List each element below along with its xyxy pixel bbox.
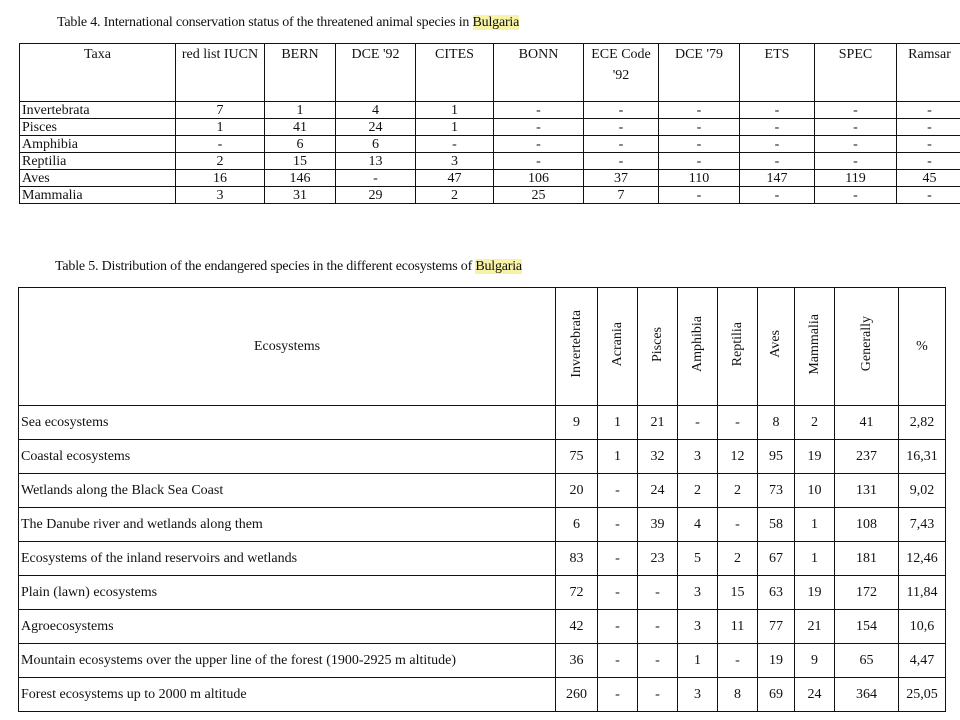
value-cell: 1 [795,542,835,576]
table5-header-cell: % [899,288,946,406]
ecosystem-cell: Wetlands along the Black Sea Coast [19,474,556,508]
value-cell: 77 [758,610,795,644]
value-cell: 9 [556,406,598,440]
value-cell: 13 [336,153,416,170]
value-cell: 12,46 [899,542,946,576]
table-row [20,170,960,187]
value-cell: 6 [336,136,416,153]
value-cell: - [659,102,740,119]
table-row [19,610,946,644]
table5-header-label: Mammalia [806,313,822,375]
table-row [20,102,960,119]
value-cell: 73 [758,474,795,508]
value-cell: 25 [494,187,584,204]
value-cell: - [638,576,678,610]
table5-header-label: Acrania [609,321,625,367]
value-cell: 45 [897,170,960,187]
value-cell: 12 [718,440,758,474]
value-cell: 6 [556,508,598,542]
value-cell: 11,84 [899,576,946,610]
value-cell: - [659,187,740,204]
value-cell: 24 [638,474,678,508]
value-cell: 58 [758,508,795,542]
table4-header-cell: ECE Code '92 [584,44,659,102]
value-cell: - [740,136,815,153]
value-cell: - [638,678,678,712]
table5-header-label: Aves [768,330,783,358]
table5 [18,287,946,712]
table5-header-cell [795,288,835,406]
value-cell: - [584,136,659,153]
value-cell: - [659,153,740,170]
table5-header-cell [835,288,899,406]
value-cell: - [598,610,638,644]
value-cell: - [598,678,638,712]
value-cell: - [815,119,897,136]
value-cell: 41 [265,119,336,136]
value-cell: - [336,170,416,187]
value-cell: 7 [176,102,265,119]
value-cell: 6 [265,136,336,153]
value-cell: - [897,187,960,204]
value-cell: 21 [795,610,835,644]
table5-caption [55,259,522,275]
value-cell: 15 [265,153,336,170]
value-cell: 8 [718,678,758,712]
value-cell: 32 [638,440,678,474]
table-row [19,576,946,610]
value-cell: - [740,187,815,204]
value-cell: 4 [678,508,718,542]
value-cell: 119 [815,170,897,187]
value-cell: 10,6 [899,610,946,644]
value-cell: 3 [678,576,718,610]
value-cell: 7,43 [899,508,946,542]
table5-header-cell [678,288,718,406]
table5-header-cell [718,288,758,406]
table4-caption [57,15,519,31]
value-cell: - [740,153,815,170]
table-row [19,542,946,576]
value-cell: 3 [678,678,718,712]
value-cell: - [638,644,678,678]
value-cell: - [638,610,678,644]
taxon-cell: Pisces [20,119,176,136]
table-row [20,119,960,136]
value-cell: - [815,102,897,119]
value-cell: - [494,102,584,119]
table-row [19,678,946,712]
value-cell: - [718,508,758,542]
value-cell: 21 [638,406,678,440]
value-cell: - [897,153,960,170]
table4-header-cell: SPEC [815,44,897,102]
table4-header-cell: Ramsar [897,44,960,102]
value-cell: 42 [556,610,598,644]
table4 [19,43,960,204]
table-row [19,474,946,508]
value-cell: 2 [176,153,265,170]
table5-header-label: Amphibia [689,316,705,372]
value-cell: 8 [758,406,795,440]
value-cell: - [176,136,265,153]
value-cell: 69 [758,678,795,712]
ecosystem-cell: Plain (lawn) ecosystems [19,576,556,610]
value-cell: 131 [835,474,899,508]
value-cell: 364 [835,678,899,712]
ecosystem-cell: Sea ecosystems [19,406,556,440]
value-cell: - [598,474,638,508]
value-cell: 23 [638,542,678,576]
table5-header-label: Invertebrata [568,310,584,378]
table-row [20,187,960,204]
value-cell: 3 [416,153,494,170]
value-cell: 47 [416,170,494,187]
value-cell: 83 [556,542,598,576]
value-cell: 15 [718,576,758,610]
table-row [19,406,946,440]
value-cell: 2 [718,542,758,576]
value-cell: - [584,119,659,136]
ecosystem-cell: Ecosystems of the inland reservoirs and wetlands [19,542,556,576]
table-row [19,644,946,678]
table4-header-row [20,44,960,102]
value-cell: 172 [835,576,899,610]
value-cell: 3 [678,610,718,644]
ecosystem-cell: Forest ecosystems up to 2000 m altitude [19,678,556,712]
ecosystem-cell: Mountain ecosystems over the upper line of the forest (1900-2925 m altitude) [19,644,556,678]
value-cell: - [598,644,638,678]
table4-header-cell: red list IUCN [176,44,265,102]
value-cell: - [815,153,897,170]
value-cell: - [598,508,638,542]
value-cell: - [494,136,584,153]
value-cell: 20 [556,474,598,508]
value-cell: - [815,187,897,204]
value-cell: - [718,644,758,678]
value-cell: - [584,102,659,119]
value-cell: - [897,102,960,119]
table5-header-label: Reptilia [729,321,745,367]
table4-header-cell: DCE '79 [659,44,740,102]
value-cell: 24 [795,678,835,712]
value-cell: 1 [598,406,638,440]
value-cell: 181 [835,542,899,576]
value-cell: 41 [835,406,899,440]
value-cell: 3 [678,440,718,474]
value-cell: 1 [176,119,265,136]
value-cell: - [598,576,638,610]
taxon-cell: Reptilia [20,153,176,170]
ecosystem-cell: The Danube river and wetlands along them [19,508,556,542]
table5-header-label: Pisces [649,326,665,362]
value-cell: 36 [556,644,598,678]
value-cell: - [598,542,638,576]
value-cell: 31 [265,187,336,204]
value-cell: 1 [416,119,494,136]
value-cell: 2 [795,406,835,440]
value-cell: - [897,119,960,136]
value-cell: 146 [265,170,336,187]
table4-caption-country: Bulgaria [472,15,520,30]
table5-header-row [19,288,946,406]
value-cell: 16,31 [899,440,946,474]
value-cell: 110 [659,170,740,187]
value-cell: - [584,153,659,170]
value-cell: 16 [176,170,265,187]
table4-header-cell: BERN [265,44,336,102]
table5-header-cell [758,288,795,406]
taxon-cell: Aves [20,170,176,187]
value-cell: 147 [740,170,815,187]
value-cell: 19 [758,644,795,678]
value-cell: 24 [336,119,416,136]
table5-header-cell [598,288,638,406]
value-cell: 260 [556,678,598,712]
value-cell: 1 [598,440,638,474]
taxon-cell: Mammalia [20,187,176,204]
value-cell: - [494,119,584,136]
table-row [20,153,960,170]
value-cell: 5 [678,542,718,576]
value-cell: 2 [718,474,758,508]
value-cell: 7 [584,187,659,204]
value-cell: - [494,153,584,170]
value-cell: 10 [795,474,835,508]
value-cell: 108 [835,508,899,542]
value-cell: 39 [638,508,678,542]
value-cell: 237 [835,440,899,474]
table5-header-cell: Ecosystems [19,288,556,406]
value-cell: 4,47 [899,644,946,678]
value-cell: 67 [758,542,795,576]
value-cell: 2,82 [899,406,946,440]
table-row [20,136,960,153]
table4-header-cell: BONN [494,44,584,102]
table4-header-cell: ETS [740,44,815,102]
taxon-cell: Amphibia [20,136,176,153]
value-cell: - [740,119,815,136]
table5-header-cell [638,288,678,406]
value-cell: - [897,136,960,153]
taxon-cell: Invertebrata [20,102,176,119]
table5-header-cell [556,288,598,406]
table-row [19,508,946,542]
value-cell: 63 [758,576,795,610]
value-cell: 1 [678,644,718,678]
table4-header-cell: DCE '92 [336,44,416,102]
value-cell: - [659,136,740,153]
table5-header-label: Generally [858,316,874,372]
value-cell: 3 [176,187,265,204]
table4-header-cell: Taxa [20,44,176,102]
value-cell: - [815,136,897,153]
value-cell: 19 [795,576,835,610]
value-cell: 1 [265,102,336,119]
value-cell: 25,05 [899,678,946,712]
value-cell: - [659,119,740,136]
value-cell: 95 [758,440,795,474]
value-cell: 37 [584,170,659,187]
value-cell: - [740,102,815,119]
table5-caption-text: Table 5. Distribution of the endangered species in the different ecosystems of [55,259,476,274]
value-cell: 9 [795,644,835,678]
value-cell: 154 [835,610,899,644]
value-cell: 65 [835,644,899,678]
value-cell: 29 [336,187,416,204]
table4-header-cell: CITES [416,44,494,102]
value-cell: 2 [678,474,718,508]
table5-caption-country: Bulgaria [475,259,522,274]
ecosystem-cell: Coastal ecosystems [19,440,556,474]
value-cell: 1 [416,102,494,119]
value-cell: 106 [494,170,584,187]
value-cell: 2 [416,187,494,204]
table4-caption-text: Table 4. International conservation status of the threatened animal species in [57,15,473,30]
value-cell: 19 [795,440,835,474]
value-cell: 11 [718,610,758,644]
value-cell: 75 [556,440,598,474]
value-cell: 4 [336,102,416,119]
value-cell: 72 [556,576,598,610]
value-cell: 1 [795,508,835,542]
value-cell: - [678,406,718,440]
ecosystem-cell: Agroecosystems [19,610,556,644]
value-cell: - [718,406,758,440]
table-row [19,440,946,474]
value-cell: - [416,136,494,153]
value-cell: 9,02 [899,474,946,508]
